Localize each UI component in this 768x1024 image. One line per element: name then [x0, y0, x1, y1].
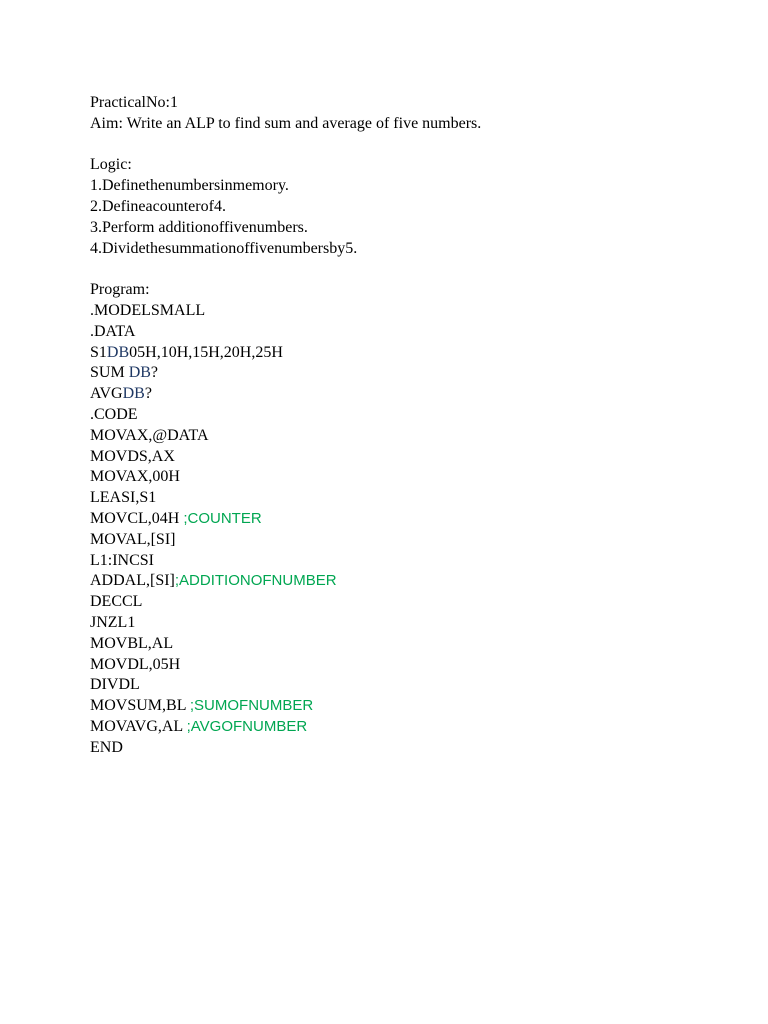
code-line [90, 738, 730, 759]
code-comment: ;SUMOFNUMBER [189, 697, 314, 715]
code-line [90, 384, 730, 405]
code-line [90, 696, 730, 717]
code-line [90, 343, 730, 364]
aim-statement: Aim: Write an ALP to find sum and average of five numbers. [90, 114, 482, 132]
code-operands: 05H,10H,15H,20H,25H [129, 343, 283, 361]
code-line [90, 655, 730, 676]
code-keyword: DB [122, 385, 145, 403]
code-operands: ? [150, 364, 159, 382]
code-comment: ;ADDITIONOFNUMBER [174, 572, 337, 590]
code-text: .MODELSMALL [90, 301, 206, 319]
code-line [90, 634, 730, 655]
code-line [90, 363, 730, 384]
code-line [90, 447, 730, 468]
code-text: .DATA [90, 322, 136, 340]
program-code [90, 301, 730, 759]
spacer [90, 135, 730, 156]
code-text: .CODE [90, 405, 138, 423]
practical-number: PracticalNo:1 [90, 94, 178, 111]
code-line [90, 509, 730, 530]
code-text: MOVAL,[SI] [90, 530, 176, 548]
logic-step: 3.Perform additionoffivenumbers. [90, 218, 308, 236]
code-line [90, 592, 730, 613]
logic-heading: Logic: [90, 156, 132, 174]
code-line [90, 301, 730, 322]
code-text: LEASI,S1 [90, 489, 157, 507]
code-line [90, 322, 730, 343]
code-comment: ;COUNTER [183, 509, 262, 527]
code-line [90, 488, 730, 509]
code-text: MOVCL,04H [90, 509, 184, 527]
code-text: MOVBL,AL [90, 634, 174, 652]
code-text: MOVDS,AX [90, 447, 175, 465]
code-text: DIVDL [90, 676, 140, 694]
code-line [90, 405, 730, 426]
code-keyword: DB [106, 343, 130, 361]
code-operands: ? [144, 385, 152, 403]
code-text: MOVAVG,AL [90, 717, 187, 735]
logic-step: 1.Definethenumbersinmemory. [90, 177, 289, 195]
code-line [90, 571, 730, 592]
code-text: DECCL [90, 593, 143, 611]
code-line [90, 467, 730, 488]
code-keyword: DB [128, 364, 151, 382]
code-line [90, 675, 730, 696]
code-line [90, 426, 730, 447]
logic-step: 4.Dividethesummationoffivenumbersby5. [90, 239, 358, 257]
code-text: MOVAX,@DATA [90, 426, 209, 444]
code-line [90, 613, 730, 634]
code-line [90, 717, 730, 738]
code-text: MOVDL,05H [90, 655, 181, 673]
code-text: AVG [90, 385, 123, 403]
spacer [90, 259, 730, 280]
code-line [90, 530, 730, 551]
code-text: MOVAX,00H [90, 468, 180, 486]
code-text: SUM [90, 364, 129, 382]
code-text: JNZL1 [90, 613, 136, 631]
code-line [90, 551, 730, 572]
code-text: S1 [90, 343, 107, 361]
code-comment: ;AVGOFNUMBER [186, 717, 308, 735]
code-text: MOVSUM,BL [90, 697, 190, 715]
logic-step: 2.Defineacounterof4. [90, 197, 226, 215]
document-content [90, 93, 730, 759]
code-text: L1:INCSI [90, 551, 154, 569]
code-text: ADDAL,[SI] [90, 572, 175, 590]
code-text: END [90, 738, 123, 756]
program-heading: Program: [90, 281, 150, 299]
